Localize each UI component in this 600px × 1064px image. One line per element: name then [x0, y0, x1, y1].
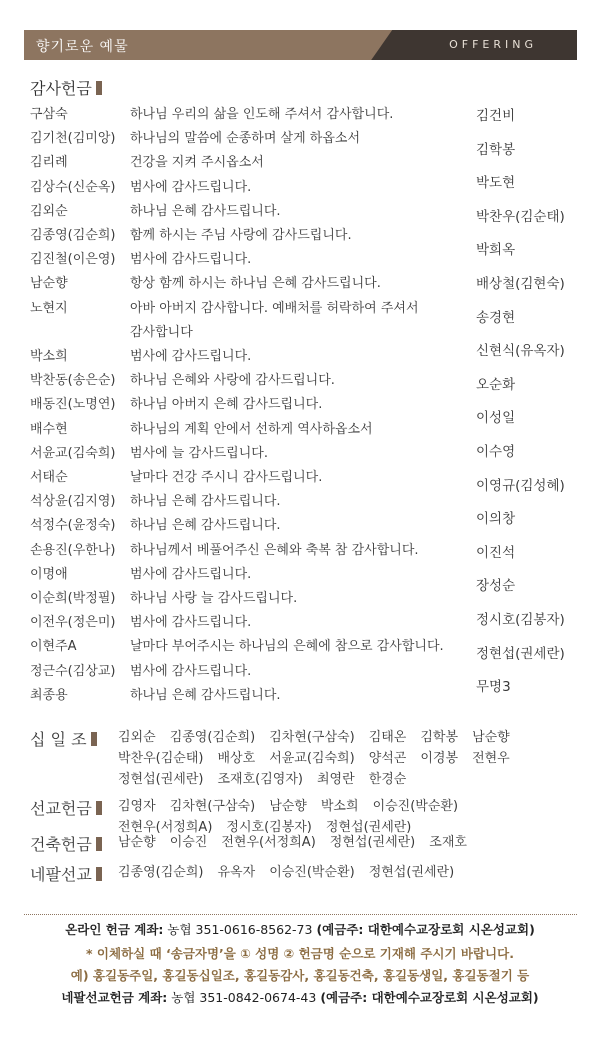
donor-name: 구삼숙 [30, 107, 68, 122]
donor-name: 정시호(김봉자) [226, 820, 312, 835]
tithe-line [118, 769, 548, 790]
thanks-message: 범사에 늘 감사드립니다. [130, 445, 268, 461]
building-names [118, 832, 548, 853]
donor-name: 정현섭(권세란) [329, 835, 416, 850]
section-marker-icon [96, 81, 102, 95]
right-donor-name: 무명3 [476, 679, 511, 696]
right-donor-name: 이의창 [476, 511, 516, 528]
donor-name: 정현섭(권세란) [368, 865, 455, 880]
thanks-message: 건강을 지켜 주시옵소서 [130, 155, 264, 171]
nepal-names [118, 862, 548, 883]
donor-name: 김종영(김순희) [30, 228, 116, 243]
right-donor-name: 장성순 [476, 578, 516, 595]
thanks-message: 아바 아버지 감사합니다. 예배처를 허락하여 주셔서 [130, 300, 419, 316]
thanks-message: 감사합니다 [130, 324, 193, 340]
donor-name: 남순향 [30, 276, 68, 292]
footer-divider [24, 914, 577, 915]
right-donor-name: 이성일 [476, 410, 516, 427]
building-line [118, 832, 548, 853]
donor-name: 이현주A [30, 639, 77, 655]
donor-name: 박찬동(송은순) [30, 373, 116, 389]
donor-name: 김리례 [30, 155, 68, 171]
right-donor-name: 김건비 [476, 108, 516, 124]
thanks-message: 날마다 건강 주시니 감사드립니다. [130, 470, 323, 485]
donor-name: 김영자 [118, 799, 156, 814]
nepal-account-line: 네팔선교헌금 계좌: 농협 351-0842-0674-43 (예금주: 대한예수교장로회 시온성교회) [61, 990, 539, 1005]
thanks-section-title: 감사헌금 [30, 76, 102, 99]
donor-name: 김종영(김순희) [169, 730, 256, 745]
donor-name: 정현섭(권세란) [325, 820, 412, 835]
donor-name: 서태순 [30, 470, 68, 485]
donor-name: 김종영(김순희) [118, 865, 204, 880]
section-marker-icon [96, 837, 102, 851]
donor-name: 노현지 [30, 300, 68, 316]
donor-name: 김기천(김미앙) [30, 131, 116, 147]
thanks-message: 날마다 부어주시는 하나님의 은혜에 참으로 감사합니다. [130, 639, 444, 655]
section-marker-icon [91, 732, 97, 746]
thanks-message: 범사에 감사드립니다. [130, 615, 252, 631]
tithe-title: 십 일 조 [30, 727, 97, 750]
right-donor-name: 이수영 [476, 444, 516, 460]
thanks-message: 하나님 은혜 감사드립니다. [130, 203, 281, 219]
donor-name: 김외순 [30, 203, 68, 219]
right-donor-name: 오순화 [476, 376, 516, 393]
right-donor-name: 박도현 [476, 175, 516, 192]
building-title: 건축헌금 [30, 832, 102, 855]
donor-name: 최영란 [317, 772, 355, 787]
thanks-message: 하나님 사랑 늘 감사드립니다. [130, 591, 298, 606]
page-subtitle: OFFERING [449, 38, 537, 51]
donor-name: 박찬우(김순태) [118, 751, 204, 766]
nepal-line [118, 862, 548, 883]
thanks-message: 범사에 감사드립니다. [130, 252, 252, 268]
donor-name: 이명애 [30, 566, 68, 582]
donor-name: 전현우 [472, 751, 510, 766]
donor-name: 정근수(김상교) [30, 663, 116, 679]
thanks-message: 범사에 감사드립니다. [130, 349, 252, 364]
donor-name: 이승진(박순환) [269, 865, 355, 880]
thanks-message: 범사에 감사드립니다. [130, 663, 252, 679]
thanks-message: 범사에 감사드립니다. [130, 179, 252, 195]
donor-name: 이전우(정은미) [30, 615, 116, 631]
donor-name: 김차현(구삼숙) [269, 730, 355, 745]
donor-name: 김진철(이은영) [30, 252, 116, 268]
donor-name: 남순향 [118, 835, 156, 850]
transfer-example: 예) 홍길동주일, 홍길동십일조, 홍길동감사, 홍길동건축, 홍길동생일, 홍길동절기 등 [70, 968, 530, 983]
tithe-line [118, 748, 548, 769]
donor-name: 김태온 [368, 730, 407, 745]
right-donor-name: 이진석 [476, 544, 516, 561]
right-donor-name: 이영규(김성혜) [476, 477, 565, 494]
thanks-message: 항상 함께 하시는 하나님 은혜 감사드립니다. [130, 276, 381, 292]
donor-name: 이승진 [169, 835, 208, 850]
transfer-note: * 이체하실 때 ‘송금자명’을 ① 성명 ② 헌금명 순으로 기재해 주시기 바랍니다. [86, 946, 514, 961]
tithe-line [118, 727, 548, 748]
thanks-message: 범사에 감사드립니다. [130, 566, 252, 582]
thanks-message: 하나님의 말씀에 순종하며 살게 하옵소서 [130, 131, 361, 147]
thanks-message: 하나님께서 베풀어주신 은혜와 축복 참 감사합니다. [130, 542, 419, 558]
section-marker-icon [96, 867, 102, 881]
donor-name: 김외순 [118, 730, 156, 745]
donor-name: 전현우(서정희A) [221, 835, 316, 850]
right-donor-name: 김학봉 [476, 141, 516, 158]
donor-name: 전현우(서정희A) [118, 820, 213, 835]
donor-name: 김상수(신순옥) [30, 179, 116, 195]
right-donor-name: 송경현 [476, 309, 516, 326]
donor-name: 박소희 [30, 349, 68, 364]
donor-name: 이경봉 [420, 751, 459, 766]
right-donor-name: 배상철(김현숙) [476, 276, 565, 292]
donor-name: 손용진(우한나) [30, 542, 116, 558]
donor-name: 유옥자 [217, 865, 256, 880]
donor-name: 김차현(구삼숙) [169, 799, 256, 814]
donor-name: 남순향 [472, 730, 510, 745]
donor-name: 남순향 [269, 799, 307, 814]
donor-name: 조재호 [429, 835, 467, 850]
mission-title: 선교헌금 [30, 796, 102, 819]
online-account-line: 온라인 헌금 계좌: 농협 351-0616-8562-73 (예금주: 대한예수교장로회 시온성교회) [65, 922, 535, 937]
right-donor-name: 박찬우(김순태) [476, 208, 565, 225]
thanks-message: 하나님의 계획 안에서 선하게 역사하옵소서 [130, 421, 373, 437]
thanks-message: 하나님 은혜와 사랑에 감사드립니다. [130, 373, 335, 389]
thanks-message: 하나님 은혜 감사드립니다. [130, 687, 281, 703]
section-marker-icon [96, 801, 102, 815]
page-header [24, 30, 577, 60]
donor-name: 배수현 [30, 421, 68, 437]
donor-name: 이승진(박순환) [372, 799, 459, 814]
tithe-names [118, 727, 548, 790]
thanks-message: 함께 하시는 주님 사랑에 감사드립니다. [130, 228, 352, 243]
donor-name: 조재호(김영자) [217, 772, 303, 787]
right-donor-name: 정현섭(권세란) [476, 645, 565, 662]
right-donor-name: 박희옥 [476, 242, 516, 259]
donor-name: 배상호 [217, 751, 256, 766]
donor-name: 정현섭(권세란) [118, 772, 204, 787]
right-donor-name: 정시호(김봉자) [476, 612, 565, 628]
donor-name: 배동진(노명연) [30, 397, 116, 413]
donor-name: 서윤교(김숙희) [269, 751, 355, 766]
donor-name: 석정수(윤정숙) [30, 518, 116, 534]
thanks-message: 하나님 은혜 감사드립니다. [130, 518, 281, 534]
donor-name: 양석곤 [368, 751, 407, 766]
donor-name: 서윤교(김숙희) [30, 445, 116, 461]
thanks-message: 하나님 우리의 삶을 인도해 주셔서 감사합니다. [130, 107, 394, 122]
thanks-message: 하나님 아버지 은혜 감사드립니다. [130, 397, 323, 413]
thanks-message: 하나님 은혜 감사드립니다. [130, 494, 281, 510]
nepal-title: 네팔선교 [30, 862, 102, 885]
donor-name: 이순희(박정필) [30, 591, 116, 606]
donor-name: 한경순 [368, 772, 407, 787]
mission-line [118, 796, 548, 817]
donor-name: 석상윤(김지영) [30, 494, 116, 510]
donor-name: 김학봉 [420, 730, 459, 745]
donor-name: 박소희 [320, 799, 359, 814]
donor-name: 최종용 [30, 687, 68, 703]
page-title: 향기로운 예물 [36, 39, 129, 55]
right-donor-name: 신현식(유옥자) [476, 343, 565, 360]
